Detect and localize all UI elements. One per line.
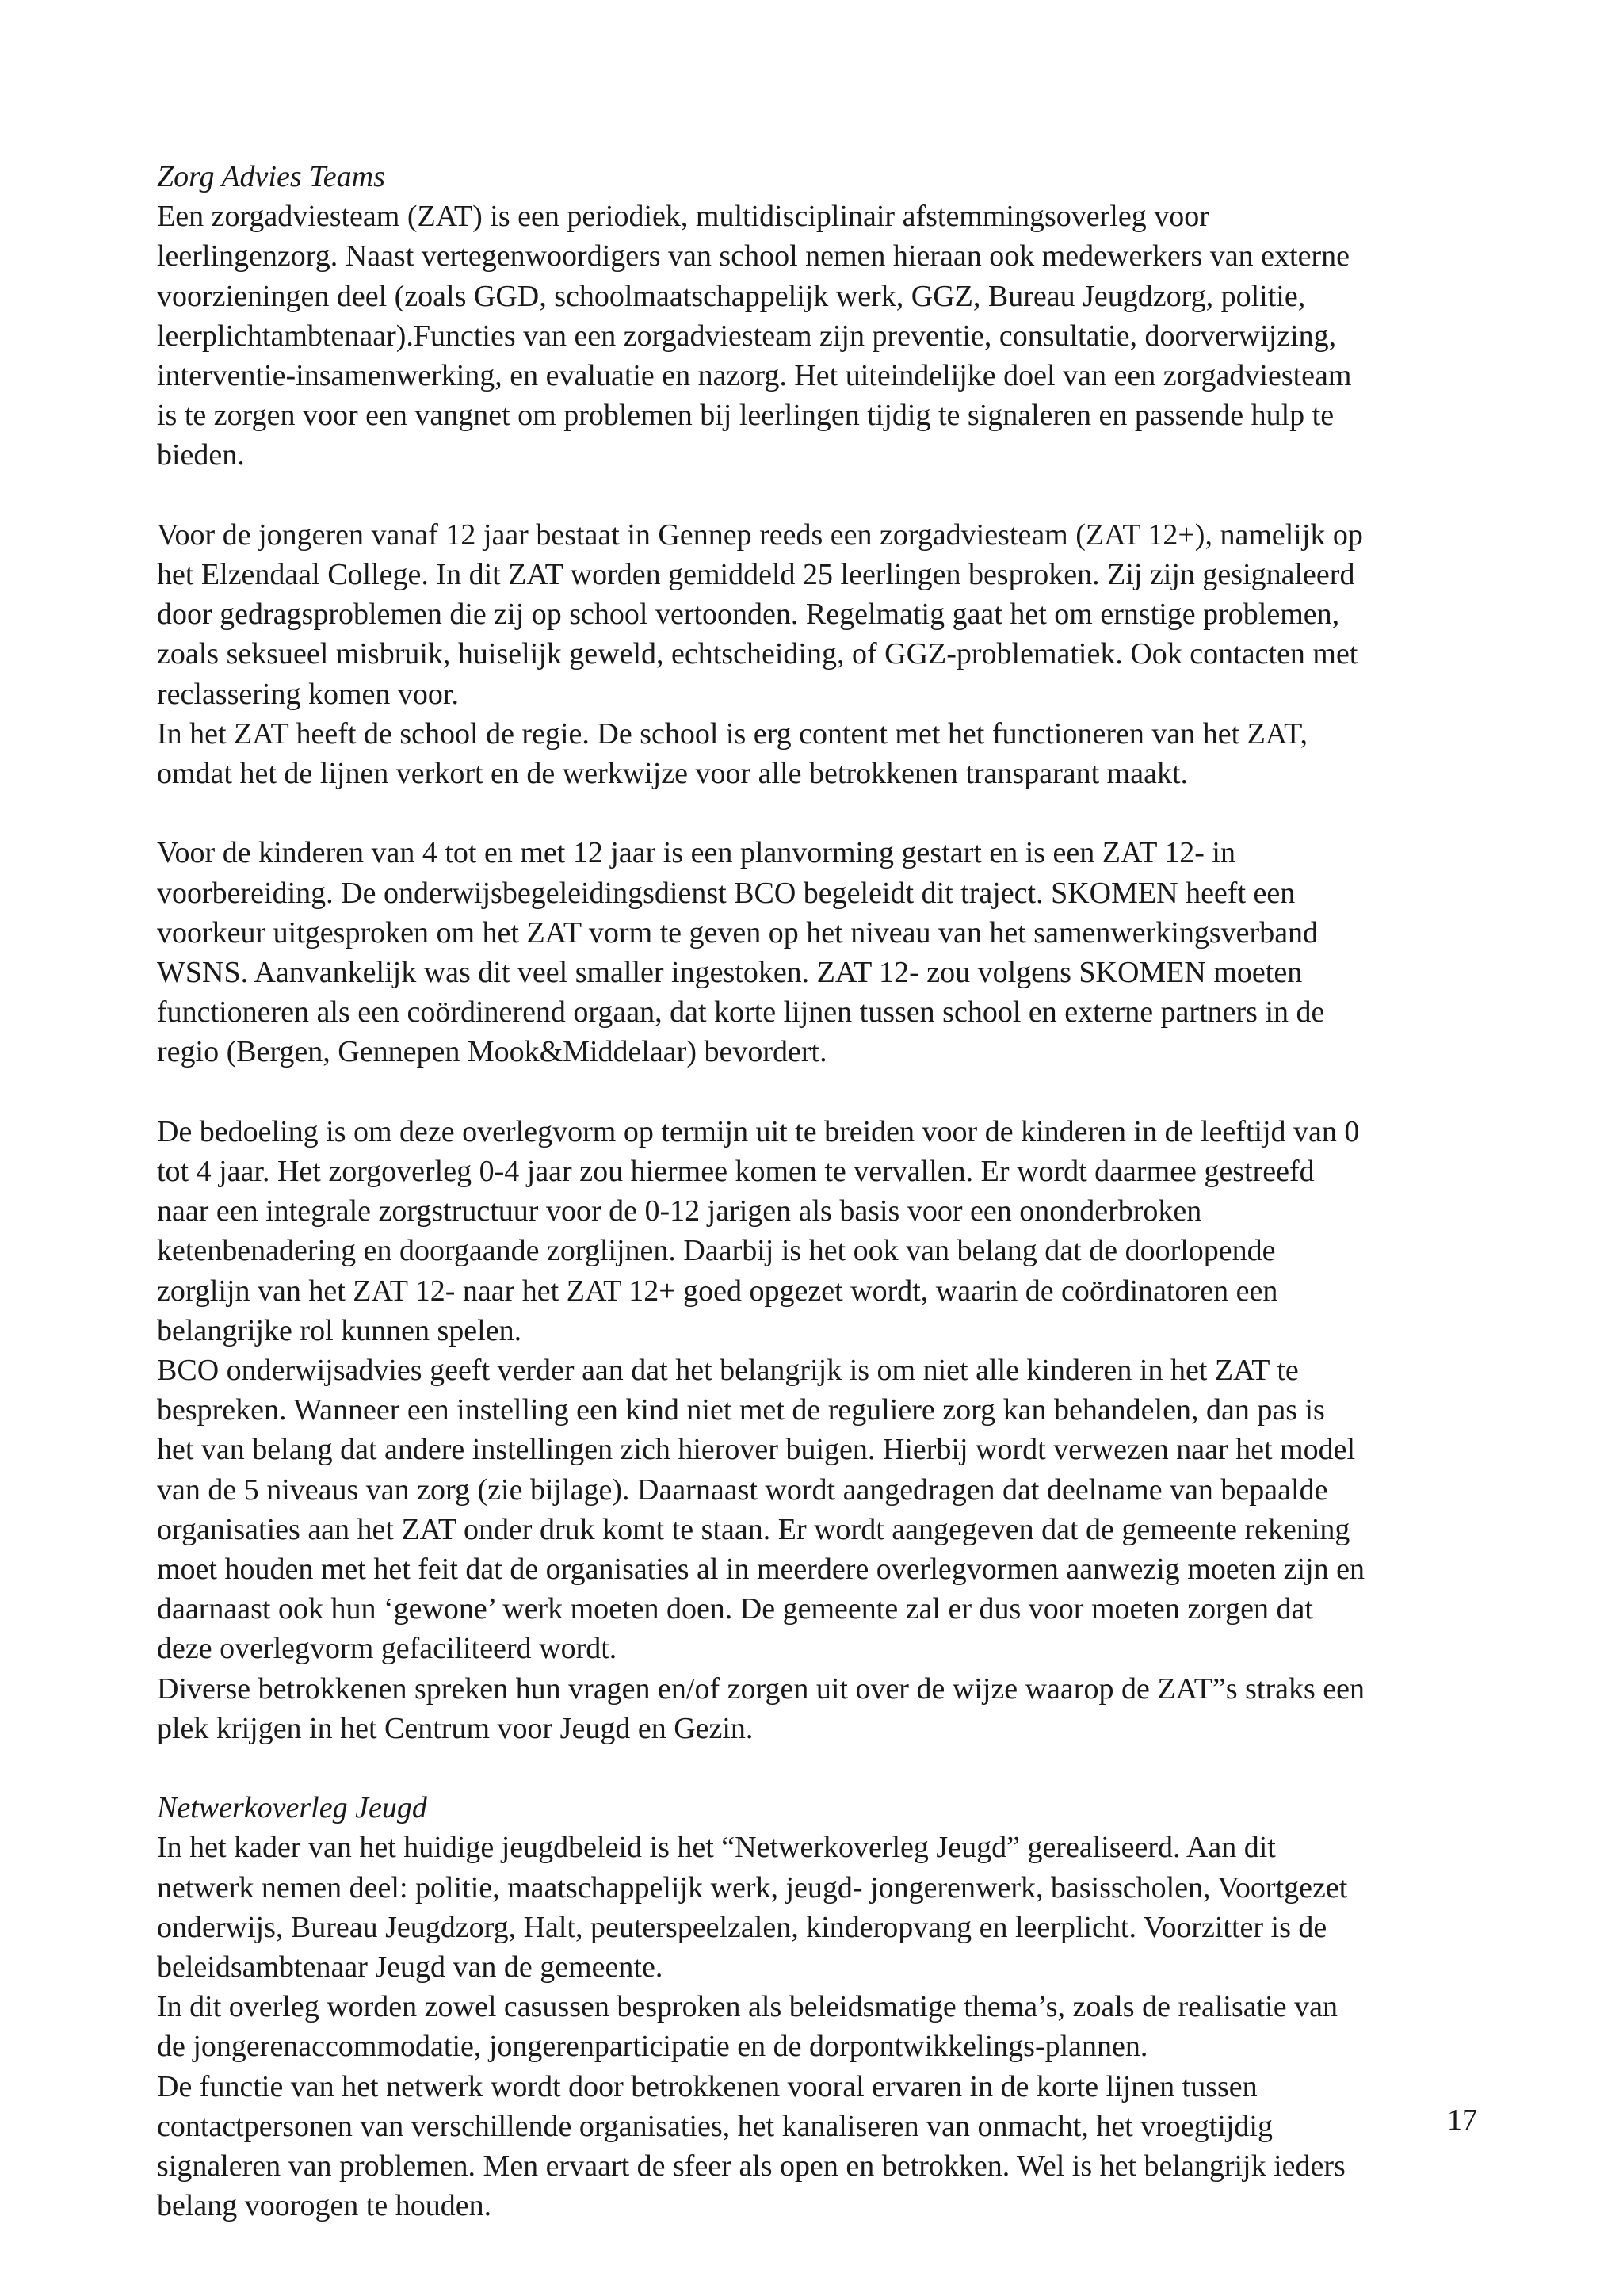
paragraph-line: bespreken. Wanneer een instelling een kind niet met de reguliere zorg kan behandelen, dan pas is bbox=[157, 1393, 1325, 1427]
paragraph-line: de jongerenaccommodatie, jongerenparticipatie en de dorpontwikkelings-plannen. bbox=[157, 2030, 1148, 2064]
paragraph-line: daarnaast ook hun ‘gewone’ werk moeten doen. De gemeente zal er dus voor moeten zorgen dat bbox=[157, 1592, 1313, 1626]
paragraph bbox=[157, 1112, 1504, 1748]
paragraph-spacer bbox=[157, 793, 1504, 833]
paragraph-line: regio (Bergen, Gennepen Mook&Middelaar) bevordert. bbox=[157, 1035, 827, 1069]
paragraph-line: BCO onderwijsadvies geeft verder aan dat het belangrijk is om niet alle kinderen in het ZAT te bbox=[157, 1354, 1299, 1388]
paragraph-spacer bbox=[157, 1748, 1504, 1788]
section-zorg-advies-teams bbox=[157, 157, 1504, 1788]
paragraph-line: voorkeur uitgesproken om het ZAT vorm te geven op het niveau van het samenwerkingsverband bbox=[157, 915, 1319, 949]
paragraph-line: organisaties aan het ZAT onder druk komt te staan. Er wordt aangegeven dat de gemeente rekening bbox=[157, 1512, 1350, 1546]
paragraph-line: In het ZAT heeft de school de regie. De school is erg content met het functioneren van het ZAT, bbox=[157, 716, 1308, 751]
paragraph-line: De bedoeling is om deze overlegvorm op termijn uit te breiden voor de kinderen in de leeftijd van 0 bbox=[157, 1114, 1360, 1148]
paragraph-line: naar een integrale zorgstructuur voor de 0-12 jarigen als basis voor een ononderbroken bbox=[157, 1194, 1202, 1228]
paragraph-line: onderwijs, Bureau Jeugdzorg, Halt, peuterspeelzalen, kinderopvang en leerplicht. Voorzitter is de bbox=[157, 1910, 1327, 1944]
paragraph bbox=[157, 1828, 1504, 2225]
section-heading: Netwerkoverleg Jeugd bbox=[157, 1791, 427, 1825]
paragraph-line: belangrijke rol kunnen spelen. bbox=[157, 1313, 522, 1347]
paragraph-line: interventie-insamenwerking, en evaluatie en nazorg. Het uiteindelijke doel van een zorgadviesteam bbox=[157, 359, 1352, 393]
paragraph-line: beleidsambtenaar Jeugd van de gemeente. bbox=[157, 1950, 663, 1985]
paragraph-line: bieden. bbox=[157, 438, 245, 472]
paragraph-line: reclassering komen voor. bbox=[157, 677, 459, 711]
paragraph-line: is te zorgen voor een vangnet om problemen bij leerlingen tijdig te signaleren en passende hulp te bbox=[157, 399, 1335, 433]
paragraph-line: netwerk nemen deel: politie, maatschappelijk werk, jeugd- jongerenwerk, basisscholen, Voortgezet bbox=[157, 1870, 1348, 1904]
section-heading: Zorg Advies Teams bbox=[157, 160, 385, 193]
paragraph-line: functioneren als een coördinerend orgaan, dat korte lijnen tussen school en externe partners in de bbox=[157, 995, 1325, 1030]
paragraph-line: tot 4 jaar. Het zorgoverleg 0-4 jaar zou hiermee komen te vervallen. Er wordt daarmee gestreefd bbox=[157, 1155, 1315, 1189]
paragraph-line: De functie van het netwerk wordt door betrokkenen vooral ervaren in de korte lijnen tussen bbox=[157, 2069, 1258, 2103]
paragraph-line: WSNS. Aanvankelijk was dit veel smaller ingestoken. ZAT 12- zou volgens SKOMEN moeten bbox=[157, 956, 1303, 990]
paragraph-line: Voor de kinderen van 4 tot en met 12 jaar is een planvorming gestart en is een ZAT 12- in bbox=[157, 836, 1235, 870]
paragraph-line: deze overlegvorm gefaciliteerd wordt. bbox=[157, 1632, 617, 1666]
paragraph-spacer bbox=[157, 1072, 1504, 1112]
paragraph-line: Voor de jongeren vanaf 12 jaar bestaat in Gennep reeds een zorgadviesteam (ZAT 12+), namelijk op bbox=[157, 518, 1363, 552]
paragraph-line: moet houden met het feit dat de organisaties al in meerdere overlegvormen aanwezig moeten zijn en bbox=[157, 1553, 1365, 1587]
paragraph-line: ketenbenadering en doorgaande zorglijnen. Daarbij is het ook van belang dat de doorlopende bbox=[157, 1234, 1276, 1268]
paragraph bbox=[157, 833, 1504, 1072]
paragraph-line: door gedragsproblemen die zij op school vertoonden. Regelmatig gaat het om ernstige problemen, bbox=[157, 598, 1340, 632]
document-page bbox=[157, 157, 1504, 2226]
paragraph bbox=[157, 515, 1504, 793]
paragraph-line: het van belang dat andere instellingen zich hierover buigen. Hierbij wordt verwezen naar het model bbox=[157, 1433, 1356, 1467]
paragraph-line: plek krijgen in het Centrum voor Jeugd en Gezin. bbox=[157, 1711, 754, 1745]
paragraph-line: leerplichtambtenaar).Functies van een zorgadviesteam zijn preventie, consultatie, doorverwijzing, bbox=[157, 319, 1337, 353]
page-number: 17 bbox=[1447, 2103, 1477, 2137]
paragraph-line: In het kader van het huidige jeugdbeleid is het “Netwerkoverleg Jeugd” gerealiseerd. Aan dit bbox=[157, 1831, 1276, 1865]
paragraph-line: contactpersonen van verschillende organisaties, het kanaliseren van onmacht, het vroegtijdig bbox=[157, 2109, 1273, 2143]
paragraph-line: Een zorgadviesteam (ZAT) is een periodiek, multidisciplinair afstemmingsoverleg voor bbox=[157, 200, 1209, 234]
paragraph-line: signaleren van problemen. Men ervaart de sfeer als open en betrokken. Wel is het belangrijk ieders bbox=[157, 2149, 1346, 2183]
paragraph-line: belang voorogen te houden. bbox=[157, 2189, 492, 2223]
paragraph-line: omdat het de lijnen verkort en de werkwijze voor alle betrokkenen transparant maakt. bbox=[157, 757, 1188, 791]
paragraph-line: Diverse betrokkenen spreken hun vragen en/of zorgen uit over de wijze waarop de ZAT”s straks een bbox=[157, 1671, 1365, 1706]
section-netwerkoverleg-jeugd bbox=[157, 1788, 1504, 2225]
paragraph-line: voorzieningen deel (zoals GGD, schoolmaatschappelijk werk, GGZ, Bureau Jeugdzorg, politie, bbox=[157, 279, 1306, 313]
paragraph-line: het Elzendaal College. In dit ZAT worden gemiddeld 25 leerlingen besproken. Zij zijn gesignaleerd bbox=[157, 558, 1355, 592]
paragraph-line: zorglijn van het ZAT 12- naar het ZAT 12+ goed opgezet wordt, waarin de coördinatoren een bbox=[157, 1274, 1278, 1308]
paragraph-spacer bbox=[157, 476, 1504, 515]
paragraph bbox=[157, 197, 1504, 475]
paragraph-line: leerlingenzorg. Naast vertegenwoordigers van school nemen hieraan ook medewerkers van externe bbox=[157, 239, 1350, 273]
paragraph-line: In dit overleg worden zowel casussen besproken als beleidsmatige thema’s, zoals de realisatie van bbox=[157, 1990, 1338, 2024]
paragraph-line: voorbereiding. De onderwijsbegeleidingsdienst BCO begeleidt dit traject. SKOMEN heeft een bbox=[157, 876, 1296, 910]
paragraph-line: zoals seksueel misbruik, huiselijk geweld, echtscheiding, of GGZ-problematiek. Ook contacten met bbox=[157, 637, 1358, 671]
paragraph-line: van de 5 niveaus van zorg (zie bijlage). Daarnaast wordt aangedragen dat deelname van bepaalde bbox=[157, 1473, 1328, 1507]
